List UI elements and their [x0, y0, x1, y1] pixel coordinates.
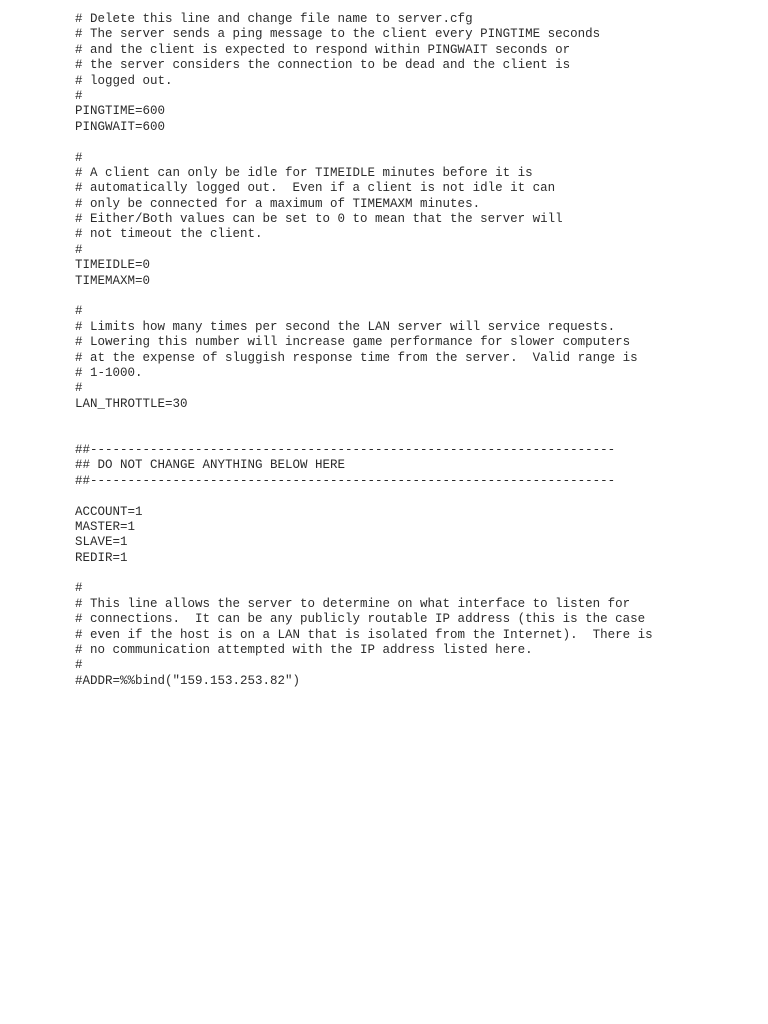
text-line: #: [75, 658, 83, 673]
text-line: LAN_THROTTLE=30: [75, 396, 188, 411]
text-line: # at the expense of sluggish response time from the server. Valid range is: [75, 350, 638, 365]
text-line: #ADDR=%%bind("159.153.253.82"): [75, 673, 301, 688]
text-line: # This line allows the server to determine on what interface to listen for: [75, 596, 631, 611]
text-line: # The server sends a ping message to the client every PINGTIME seconds: [75, 27, 601, 42]
text-line: # Delete this line and change file name to server.cfg: [75, 12, 473, 26]
text-line: REDIR=1: [75, 550, 128, 565]
text-line: # 1-1000.: [75, 365, 143, 380]
text-line: # automatically logged out. Even if a client is not idle it can: [75, 181, 556, 196]
text-line: #: [75, 88, 83, 103]
text-line: [75, 135, 755, 150]
text-line: PINGTIME=600: [75, 104, 166, 119]
text-line: [75, 289, 755, 304]
text-line: # not timeout the client.: [75, 227, 263, 242]
text-line: MASTER=1: [75, 519, 136, 534]
text-line: [75, 489, 755, 504]
text-line: # no communication attempted with the IP address listed here.: [75, 643, 533, 658]
text-line: #: [75, 150, 83, 165]
text-line: TIMEMAXM=0: [75, 273, 151, 288]
text-line: # even if the host is on a LAN that is isolated from the Internet). There is: [75, 627, 653, 642]
text-line: ##----------------------------------------------------------------------: [75, 442, 616, 457]
text-line: ## DO NOT CHANGE ANYTHING BELOW HERE: [75, 458, 346, 473]
text-line: ACCOUNT=1: [75, 504, 143, 519]
text-line: [75, 428, 755, 443]
text-line: # the server considers the connection to be dead and the client is: [75, 58, 571, 73]
text-line: # only be connected for a maximum of TIMEMAXM minutes.: [75, 196, 481, 211]
text-line: #: [75, 304, 83, 319]
text-line: TIMEIDLE=0: [75, 258, 151, 273]
text-line: # and the client is expected to respond within PINGWAIT seconds or: [75, 42, 571, 57]
text-line: # A client can only be idle for TIMEIDLE minutes before it is: [75, 165, 533, 180]
text-line: [75, 566, 755, 581]
text-line: PINGWAIT=600: [75, 119, 166, 134]
text-line: # Either/Both values can be set to 0 to mean that the server will: [75, 212, 563, 227]
config-file-text: [75, 12, 755, 689]
text-line: # Lowering this number will increase game performance for slower computers: [75, 335, 631, 350]
text-line: [75, 412, 755, 427]
text-line: #: [75, 581, 83, 596]
text-line: SLAVE=1: [75, 535, 128, 550]
text-line: # Limits how many times per second the LAN server will service requests.: [75, 319, 616, 334]
text-line: #: [75, 242, 83, 257]
text-line: # connections. It can be any publicly routable IP address (this is the case: [75, 612, 646, 627]
text-line: #: [75, 381, 83, 396]
text-line: # logged out.: [75, 73, 173, 88]
text-line: ##----------------------------------------------------------------------: [75, 473, 616, 488]
